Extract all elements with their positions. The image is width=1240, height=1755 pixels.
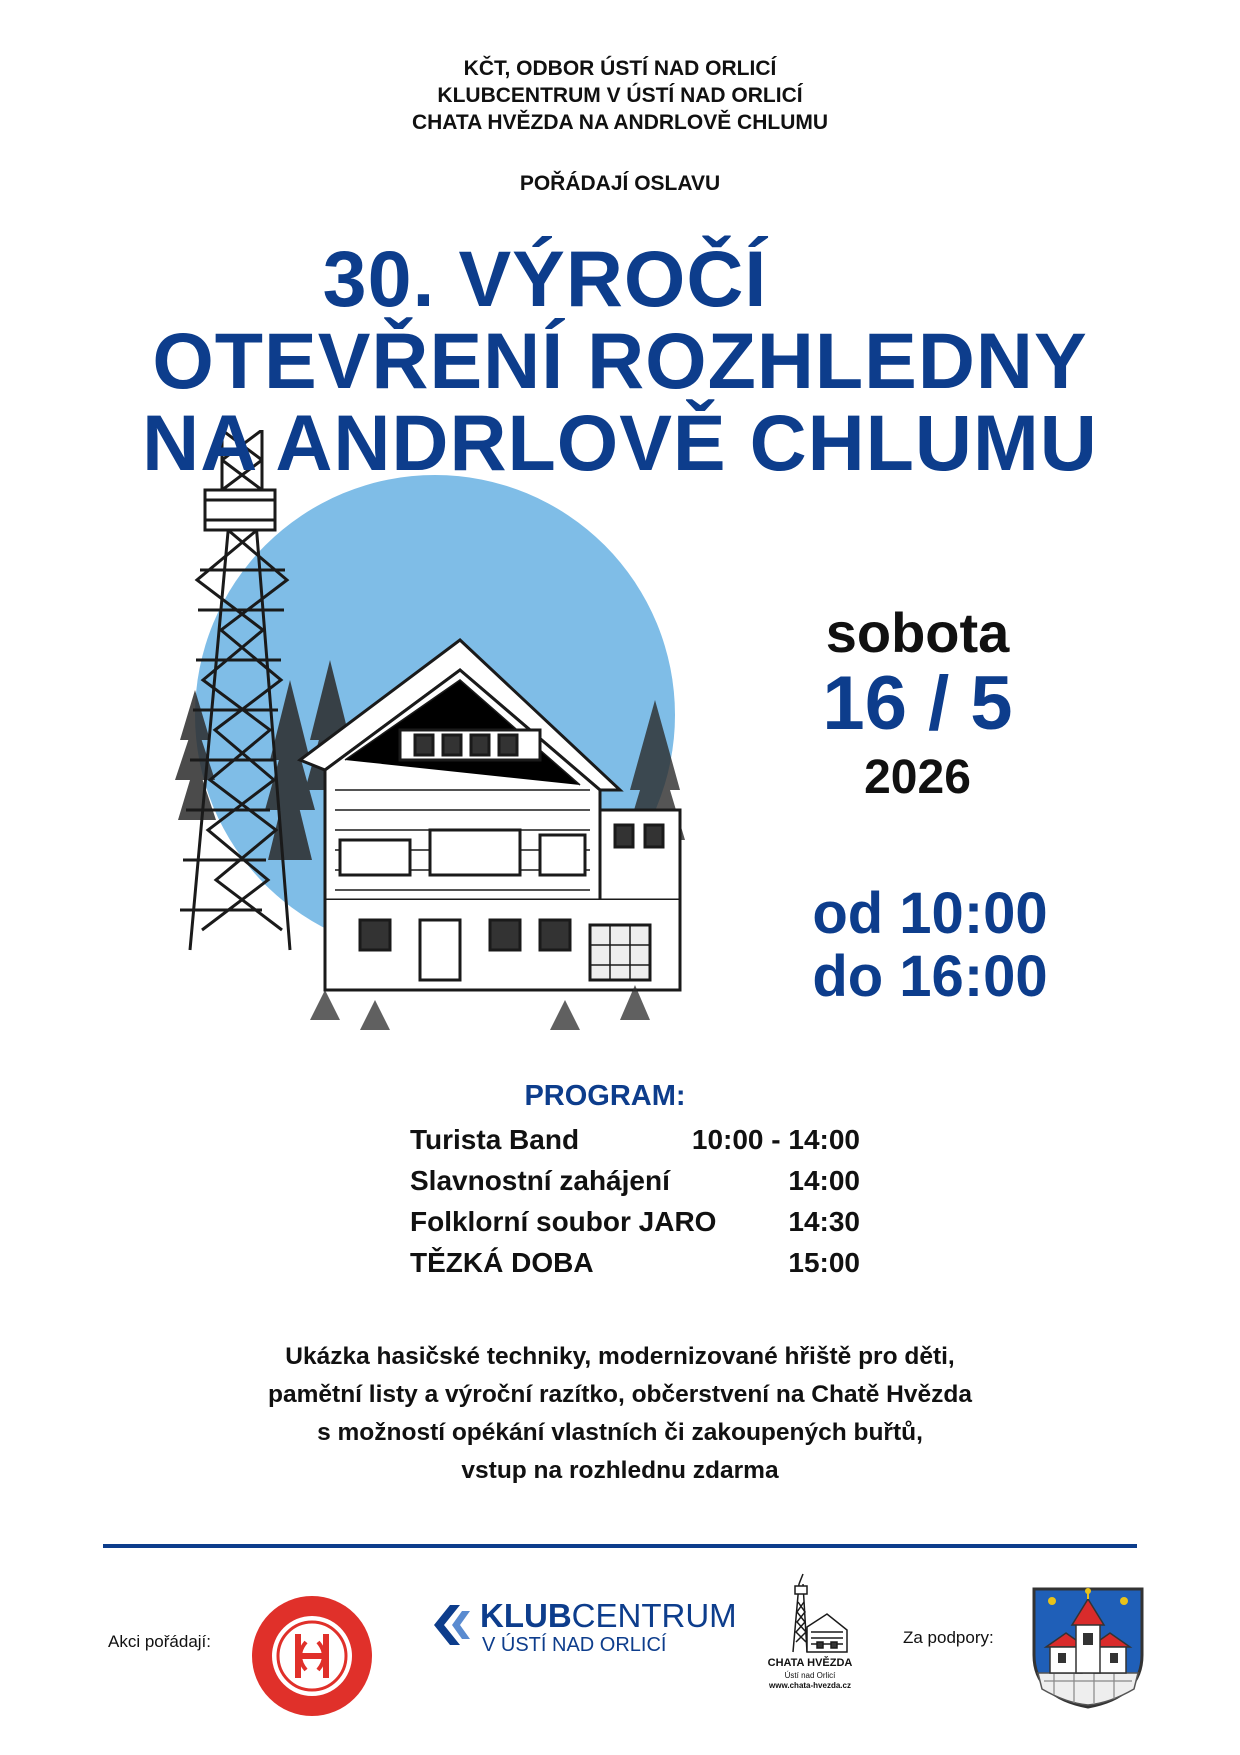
program-item [410,1247,890,1288]
title-line-3: NA ANDRLOVĚ CHLUMU [142,398,1098,487]
chata-hvezda-web[interactable]: www.chata-hvezda.cz [769,1681,851,1690]
klubcentrum-logo-icon [430,1603,472,1647]
presents-text: POŘÁDAJÍ OSLAVU [519,172,721,195]
klubcentrum-brand-bold: KLUB [480,1597,572,1634]
program-item-name: TĚZKÁ DOBA [410,1247,594,1278]
program-item [410,1165,890,1206]
event-time-from: od 10:00 [812,881,1048,946]
program-item-name: Turista Band [410,1124,580,1155]
event-year: 2026 [864,751,971,804]
event-time-to: do 16:00 [812,944,1048,1009]
organizer-line: KLUBCENTRUM V ÚSTÍ NAD ORLICÍ [437,84,803,107]
klubcentrum-brand [480,1597,737,1635]
program-item-name: Slavnostní zahájení [410,1165,670,1196]
event-date: 16 / 5 [822,661,1013,746]
chata-hvezda-town: Ústí nad Orlicí [784,1671,836,1680]
title-line-2: OTEVŘENÍ ROZHLEDNY [152,316,1088,405]
chata-hvezda-logo-icon [775,1572,850,1656]
program-list [410,1124,890,1288]
chata-hvezda-name: CHATA HVĚZDA [767,1657,853,1669]
program-item [410,1124,890,1165]
organizer-lines [0,55,1240,136]
organizer-line: CHATA HVĚZDA NA ANDRLOVĚ CHLUMU [411,111,829,134]
event-weekday: sobota [825,601,1010,664]
info-line: pamětní listy a výroční razítko, občerstvení na Chatě Hvězda [268,1381,972,1408]
klubcentrum-subtitle: V ÚSTÍ NAD ORLICÍ [482,1634,667,1656]
program-item-time: 14:30 [788,1206,860,1237]
info-line: vstup na rozhlednu zdarma [461,1457,779,1484]
event-info [0,1338,1240,1490]
organizers-label: Akci pořádají: [108,1632,211,1651]
title-line-1: 30. VÝROČÍ [322,234,768,323]
program-item [410,1206,890,1247]
info-line: s možností opékání vlastních či zakoupených buřtů, [317,1419,923,1446]
town-coat-of-arms-icon [1030,1585,1146,1711]
program-item-time: 14:00 [788,1165,860,1196]
program-heading: PROGRAM: [524,1080,686,1112]
support-label: Za podpory: [903,1628,994,1647]
footer-divider [103,1544,1137,1548]
lookout-tower-illustration [160,430,720,1060]
program-item-time: 10:00 - 14:00 [691,1124,860,1155]
kct-logo-icon [250,1594,374,1718]
klubcentrum-brand-rest: CENTRUM [571,1597,737,1634]
info-line: Ukázka hasičské techniky, modernizované hřiště pro děti, [285,1343,955,1370]
program-item-name: Folklorní soubor JARO [410,1206,717,1237]
poster-title [0,234,1240,487]
organizer-line: KČT, ODBOR ÚSTÍ NAD ORLICÍ [463,57,777,80]
program-item-time: 15:00 [788,1247,860,1278]
